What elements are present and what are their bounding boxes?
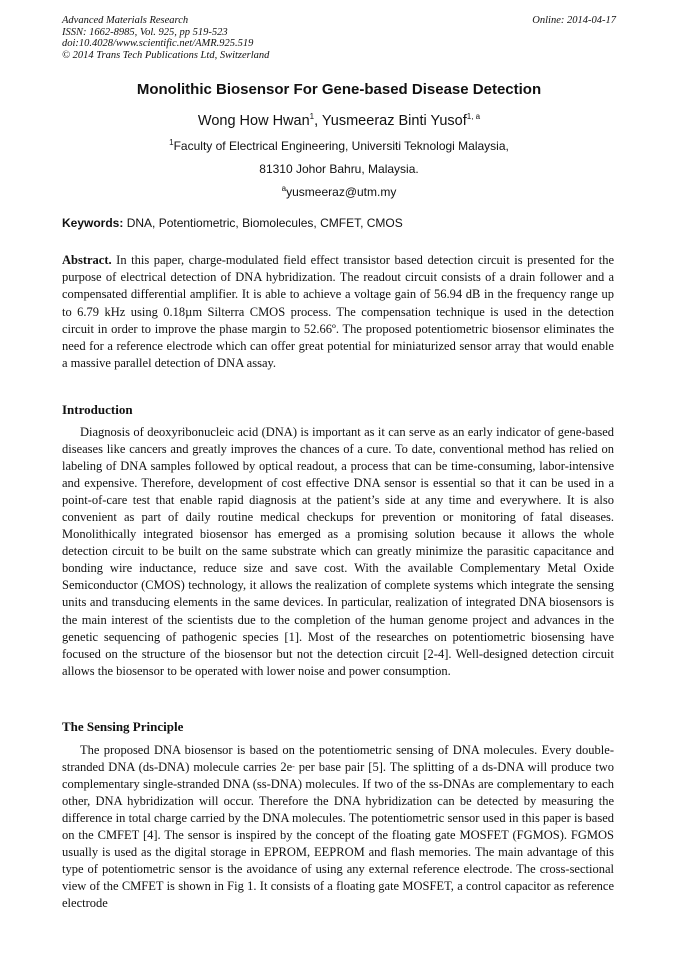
author-separator: ,: [314, 113, 322, 129]
copyright: © 2014 Trans Tech Publications Ltd, Switzerland: [62, 49, 270, 61]
introduction-heading: Introduction: [62, 402, 133, 417]
author-2-affil: 1, a: [466, 112, 481, 121]
affiliation-sup: 1: [169, 138, 174, 147]
affiliation-text: Faculty of Electrical Engineering, Universiti Teknologi Malaysia,: [173, 139, 509, 153]
paper-title: Monolithic Biosensor For Gene-based Disease Detection: [136, 81, 542, 98]
affiliation-line-2: 81310 Johor Bahru, Malaysia.: [259, 162, 419, 176]
sensing-principle-heading: The Sensing Principle: [62, 719, 184, 734]
sensing-text-b: per base pair [5]. The splitting of a ds-DNA will produce two complementary single-stranded DNA (ss-DNA) molecules. If two of the ss-DNAs are complementary to each other, DNA hybridization will occur. Therefore the DNA hybridization can be detected by measuring the difference in total charge carried by the DNA molecules. The potentiometric sensor used in this paper is based on the CMFET [4]. The sensor is inspired by the concept of the floating gate MOSFET (FGMOS). FGMOS usually is used as the digital storage in EPROM, EEPROM and flash memories. The main advantage of this type of potentiometric sensor is the avoidance of using any external reference electrode. The cross-sectional view of the CMFET is shown in Fig 1. It consists of a floating gate MOSFET, a control capacitor as reference electrode: [62, 760, 615, 911]
email-sup: a: [281, 184, 287, 193]
introduction-paragraph: Diagnosis of deoxyribonucleic acid (DNA) is important as it can serve as an early indicator of gene-based diseases like cancers and greatly improves the chances of a cure. To date, conventional method has relied on labeling of DNA samples followed by optical readout, a process that can be time-consuming, labor-intensive and expensive. Therefore, development of cost effective DNA sensor is essential so that it can be used in a point-of-care test that enable rapid diagnosis at the patient’s side at any time and everywhere. It is also convenient as part of daily routine medical checkups for prevention or monitoring of fatal diseases. Monolithically integrated biosensor has emerged as a promising solution because it allows the whole detection circuit to be built on the same substrate which can greatly minimize the parasitic capacitance and bonding wire inductance, reduce size and save cost. With the available Complementary Metal Oxide Semiconductor (CMOS) technology, it allows the realization of complete systems which integrate the sensing units and transducing elements in the same devices. In particular, realization of integrated DNA biosensors is the main interest of the scientists due to the completion of the human genome project and advances in the genetic sequencing of pathogenic species [1]. Most of the researches on potentiometric biosensing have focused on the structure of the biosensor but not the detection circuit [2-4]. Well-designed detection circuit allows the biosensor to be operated with lower noise and power consumption.: [62, 425, 614, 678]
journal-header: [62, 15, 616, 61]
author-email: yusmeeraz@utm.my: [286, 185, 397, 199]
sensing-principle-paragraph: [62, 742, 614, 912]
abstract: [62, 252, 614, 372]
author-list: [0, 113, 678, 129]
abstract-label: Abstract.: [62, 253, 112, 267]
electron-charge-sup: -: [292, 762, 295, 772]
keywords: [62, 216, 616, 230]
journal-name: Advanced Materials Research: [62, 15, 189, 26]
sensing-text-a: The proposed DNA biosensor is based on the potentiometric sensing of DNA molecules. Every double-stranded DNA (ds-DNA) molecule carries 2e: [62, 743, 614, 775]
abstract-text: In this paper, charge-modulated field effect transistor based detection circuit is presented for the purpose of electrical detection of DNA hybridization. The readout circuit consists of a drain follower and a compensated differential amplifier. It is able to achieve a voltage gain of 56.94 dB in the frequency range up to 6.79 kHz using 0.18µm Silterra CMOS process. The compensation technique is used in the detection circuit in order to improve the phase margin to 52.66º. The proposed potentiometric biosensor eliminates the need for a reference electrode which can offer great potential for miniaturized sensor array that would enable a massive parallel detection of DNA assay.: [62, 253, 614, 371]
author-2: Yusmeeraz Binti Yusof: [321, 113, 467, 129]
keywords-text: DNA, Potentiometric, Biomolecules, CMFET, CMOS: [123, 216, 403, 230]
email-line: [0, 185, 678, 199]
issn: ISSN: 1662-8985, Vol. 925, pp 519-523: [62, 26, 228, 38]
doi: doi:10.4028/www.scientific.net/AMR.925.519: [62, 38, 254, 49]
author-1: Wong How Hwan: [197, 113, 310, 129]
keywords-label: Keywords:: [62, 216, 124, 230]
affiliation-line-1: [0, 139, 678, 153]
author-1-affil: 1: [309, 112, 315, 121]
online-date: Online: 2014-04-17: [532, 15, 616, 26]
